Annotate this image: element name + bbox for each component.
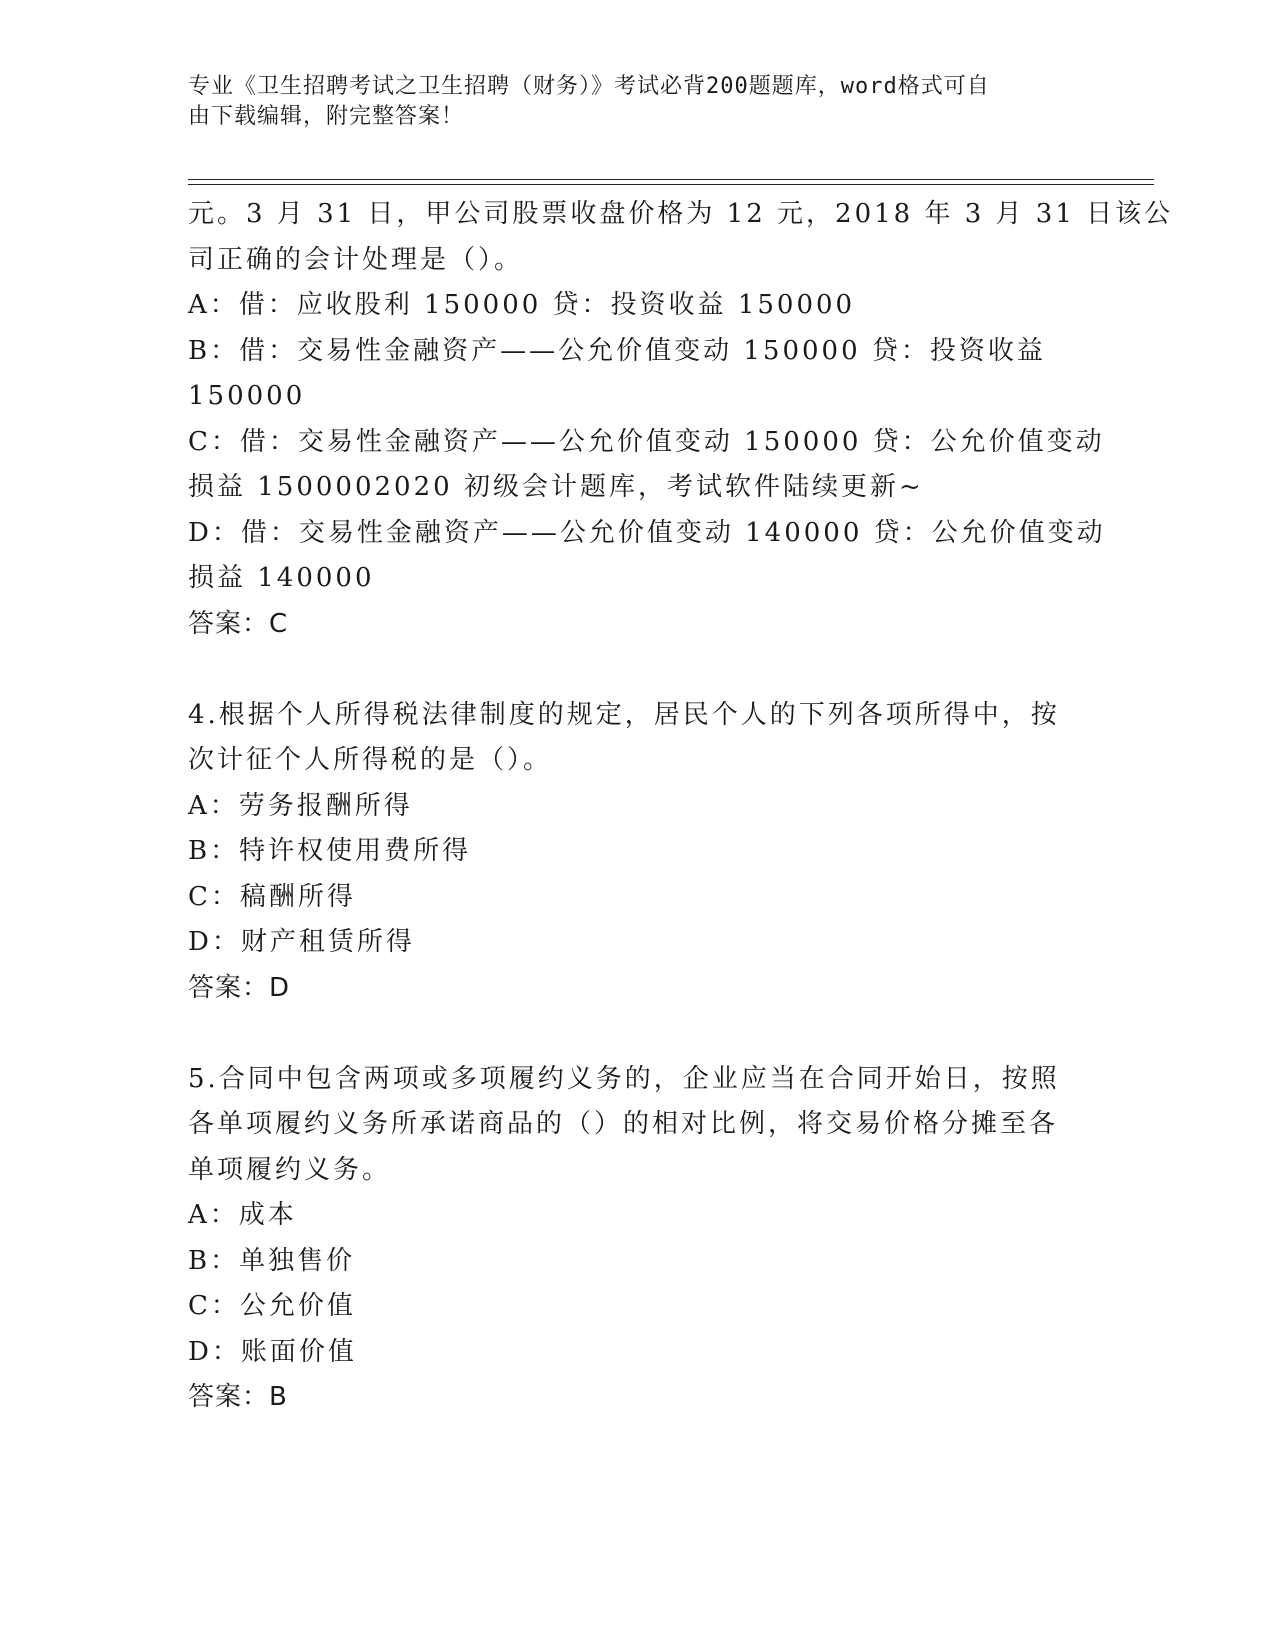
answer-label: 答案：D: [188, 972, 291, 1003]
document-header: [188, 72, 1068, 132]
option-b: B：特许权使用费所得: [188, 836, 472, 866]
option-c: C：公允价值: [188, 1291, 356, 1321]
document-body: [188, 192, 1174, 1421]
question-stem: 元。3 月 31 日，甲公司股票收盘价格为 12 元，2018 年 3 月 31 日该公: [188, 199, 1174, 229]
spacer: [188, 647, 1088, 693]
option-a: A：劳务报酬所得: [188, 790, 413, 821]
option-c: 损益 1500002020 初级会计题库，考试软件陆续更新~: [188, 472, 924, 502]
question-stem: 各单项履约义务所承诺商品的（）的相对比例，将交易价格分摊至各: [188, 1109, 1059, 1139]
option-a: A：借：应收股利 150000 贷：投资收益 150000: [188, 290, 856, 320]
option-c: C：借：交易性金融资产——公允价值变动 150000 贷：公允价值变动: [188, 426, 1105, 457]
question-3: [188, 192, 1174, 647]
question-stem: 4.根据个人所得税法律制度的规定，居民个人的下列各项所得中，按: [188, 699, 1060, 730]
option-b: B：单独售价: [188, 1245, 356, 1276]
option-d: D：财产租赁所得: [188, 927, 415, 957]
option-c: C：稿酬所得: [188, 881, 356, 912]
header-line-2: 由下载编辑，附完整答案！: [188, 104, 465, 129]
question-stem: 5.合同中包含两项或多项履约义务的，企业应当在合同开始日，按照: [188, 1063, 1060, 1094]
option-b: B：借：交易性金融资产——公允价值变动 150000 贷：投资收益: [188, 335, 1046, 366]
header-divider-top: [188, 179, 1154, 180]
question-stem: 单项履约义务。: [188, 1154, 392, 1185]
header-divider-bottom: [188, 184, 1154, 185]
header-line-1: 专业《卫生招聘考试之卫生招聘（财务）》考试必背200题题库，word格式可自: [188, 74, 990, 99]
option-d: D：账面价值: [188, 1336, 357, 1367]
option-a: A：成本: [188, 1200, 297, 1230]
question-4: [188, 693, 1088, 1012]
spacer: [188, 1011, 1088, 1057]
question-5: [188, 1057, 1088, 1421]
option-b: 150000: [188, 381, 306, 411]
answer-label: 答案：B: [188, 1382, 288, 1412]
question-stem: 次计征个人所得税的是（）。: [188, 745, 553, 775]
option-d: 损益 140000: [188, 563, 375, 593]
question-stem: 司正确的会计处理是（）。: [188, 244, 524, 275]
answer-label: 答案：C: [188, 608, 289, 639]
option-d: D：借：交易性金融资产——公允价值变动 140000 贷：公允价值变动: [188, 517, 1106, 548]
